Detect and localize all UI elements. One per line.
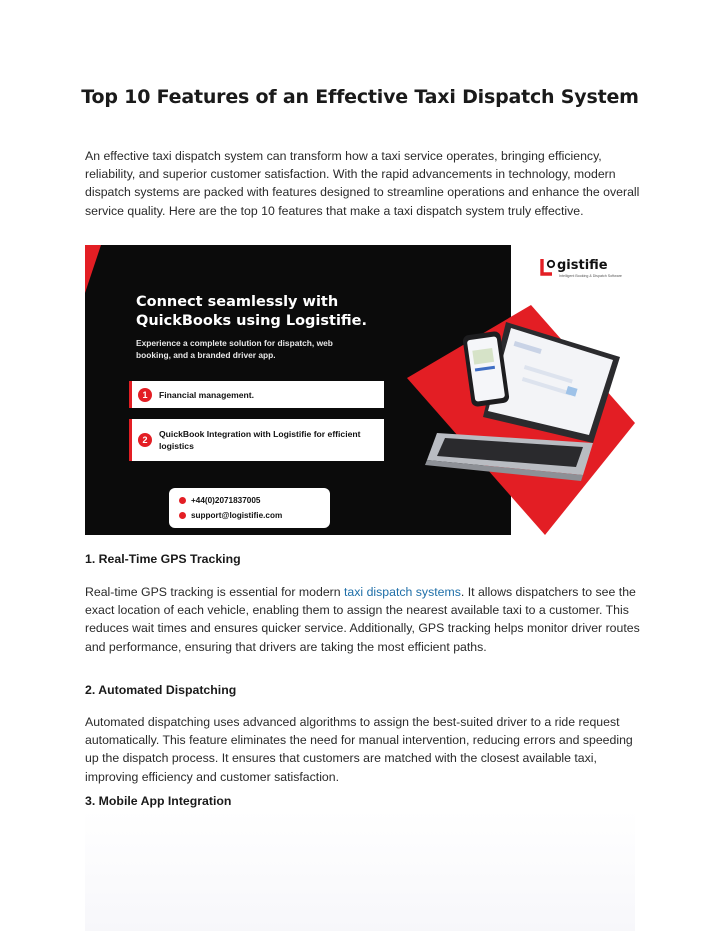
- promo-banner: [85, 245, 635, 535]
- paragraph-text: Real-time GPS tracking is essential for modern: [85, 585, 345, 599]
- section-heading-3: 3. Mobile App Integration: [85, 794, 232, 808]
- banner-subtext: Experience a complete solution for dispatch, web booking, and a branded driver app.: [136, 338, 333, 360]
- section-paragraph-1: [85, 583, 645, 656]
- feature-label: Financial management.: [159, 389, 255, 400]
- paragraph-text: . It allows dispatchers to see the exact location of each vehicle, enabling them to assign the nearest available taxi to a customer. This reduces wait times and ensures quicker service. Additionally, GPS tracking helps monitor driver routes and performance, ensuring that drivers are taking the most efficient paths.: [85, 585, 640, 654]
- logo-tagline: Intelligent Booking & Dispatch Software: [559, 274, 622, 278]
- banner-headline-line2: QuickBooks using Logistifie.: [136, 313, 368, 329]
- page-fade: [85, 810, 635, 931]
- contact-box: [169, 488, 330, 528]
- feature-label: QuickBook Integration with Logistifie for efficient logistics: [159, 429, 361, 451]
- logistifie-logo: [537, 255, 631, 283]
- email-address: support@logistifie.com: [191, 511, 283, 520]
- email-icon: [179, 512, 186, 519]
- feature-number-badge: 2: [138, 433, 152, 447]
- banner-headline-line1: Connect seamlessly with: [136, 294, 339, 310]
- contact-phone: [179, 496, 260, 505]
- page-title: Top 10 Features of an Effective Taxi Dispatch System: [81, 86, 639, 108]
- feature-number-badge: 1: [138, 388, 152, 402]
- contact-email: [179, 511, 282, 520]
- logo-wordmark: gistifie: [557, 258, 608, 273]
- phone-icon: [179, 497, 186, 504]
- intro-paragraph: An effective taxi dispatch system can transform how a taxi service operates, bringing efficiency, reliability, and superior customer satisfaction. With the rapid advancements in technology, modern dispatch systems are packed with features designed to streamline operations and enhance the overall service quality. Here are the top 10 features that make a taxi dispatch system truly effective.: [85, 149, 640, 218]
- section-heading-2: 2. Automated Dispatching: [85, 683, 237, 697]
- taxi-dispatch-systems-link[interactable]: taxi dispatch systems: [344, 585, 461, 599]
- logo-mark-icon: [537, 257, 557, 277]
- section-heading-1: 1. Real-Time GPS Tracking: [85, 552, 241, 566]
- section-paragraph-2: Automated dispatching uses advanced algorithms to assign the best-suited driver to a ride request automatically. This feature eliminates the need for manual intervention, reducing errors and speeding up the dispatch process. It ensures that customers are matched with the closest available taxi, improving efficiency and customer satisfaction.: [85, 715, 633, 784]
- phone-number: +44(0)2071837005: [191, 496, 261, 505]
- red-corner-triangle: [85, 245, 101, 293]
- banner-feature-2: [129, 419, 384, 461]
- banner-headline: [136, 293, 367, 331]
- banner-feature-1: [129, 381, 384, 408]
